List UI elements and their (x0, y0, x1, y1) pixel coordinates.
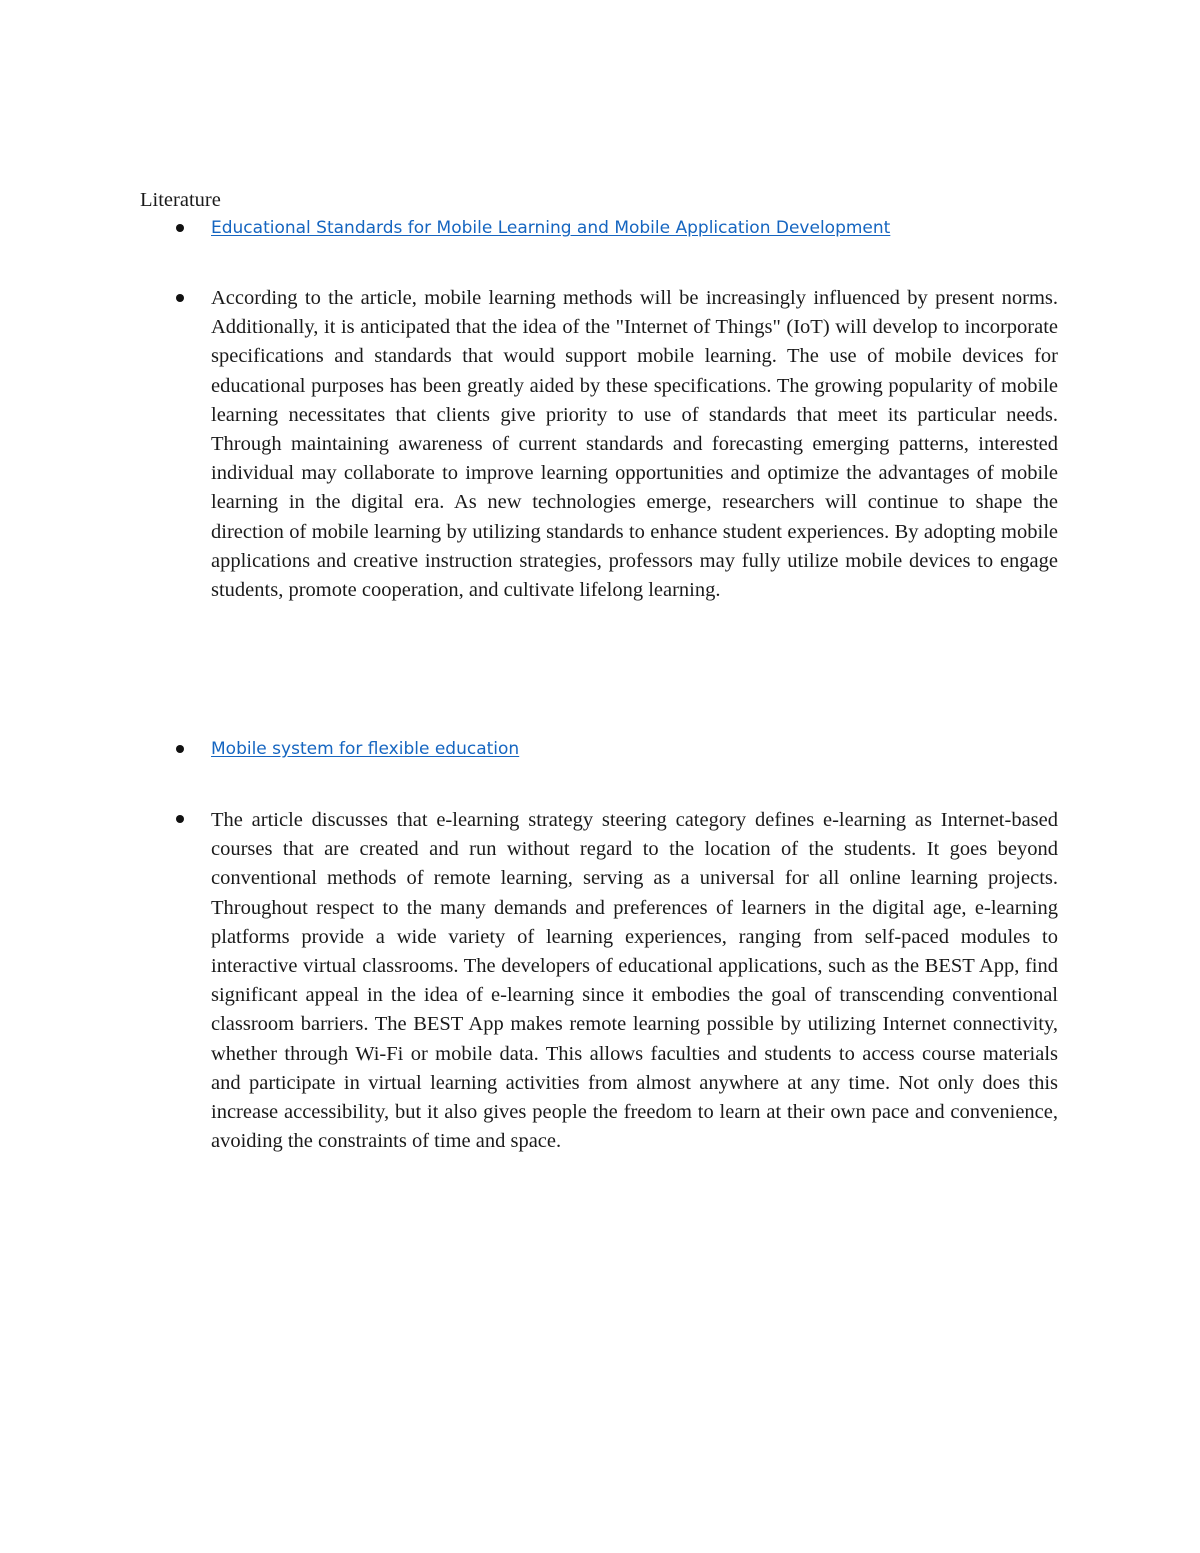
paragraph-mobile-learning-standards: According to the article, mobile learning methods will be increasingly influenced by present norms. Additionally, it is anticipated that the idea of the "Internet of Things" (IoT) will develop to incorporate specifications and standards that would support mobile learning. The use of mobile devices for educational purposes has been greatly aided by these specifications. The growing popularity of mobile learning necessitates that clients give priority to use of standards that meet its particular needs. Through maintaining awareness of current standards and forecasting emerging patterns, interested individual may collaborate to improve learning opportunities and optimize the advantages of mobile learning in the digital era. As new technologies emerge, researchers will continue to shape the direction of mobile learning by utilizing standards to enhance student experiences. By adopting mobile applications and creative instruction strategies, professors may fully utilize mobile devices to engage students, promote cooperation, and cultivate lifelong learning. (211, 287, 1058, 602)
link-educational-standards[interactable]: Educational Standards for Mobile Learning and Mobile Application Development (211, 218, 891, 238)
bullet-icon (176, 294, 184, 302)
paragraph-e-learning-strategy: The article discusses that e-learning strategy steering category defines e-learning as Internet-based courses that are created and run without regard to the location of the students. It goes beyond conventional methods of remote learning, serving as a universal for all online learning projects. Throughout respect to the many demands and preferences of learners in the digital age, e-learning platforms provide a wide variety of learning experiences, ranging from self-paced modules to interactive virtual classrooms. The developers of educational applications, such as the BEST App, find significant appeal in the idea of e-learning since it embodies the goal of transcending conventional classroom barriers. The BEST App makes remote learning possible by utilizing Internet connectivity, whether through Wi-Fi or mobile data. This allows faculties and students to access course materials and participate in virtual learning activities from almost anywhere at any time. Not only does this increase accessibility, but it also gives people the freedom to learn at their own pace and convenience, avoiding the constraints of time and space. (211, 809, 1058, 1153)
bullet-icon (176, 815, 184, 823)
page-title: Literature (140, 189, 221, 211)
bullet-icon (176, 745, 184, 753)
link-mobile-system-flexible-education[interactable]: Mobile system for flexible education (211, 739, 520, 759)
bullet-icon (176, 224, 184, 232)
